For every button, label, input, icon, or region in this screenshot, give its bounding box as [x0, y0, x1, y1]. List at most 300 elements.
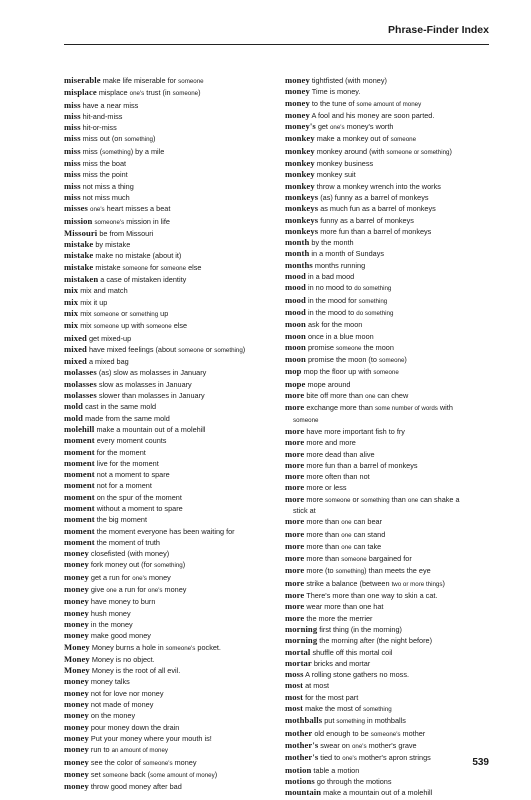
entry-phrase: Money is no object. [91, 654, 155, 664]
entry-keyword: more [285, 577, 305, 588]
index-entry [285, 146, 499, 158]
index-entry [285, 765, 499, 776]
entry-phrase: trust (in [144, 88, 173, 98]
index-entry [64, 458, 279, 469]
entry-keyword: moment [64, 502, 95, 513]
index-entry [285, 379, 499, 390]
entry-keyword: more [285, 471, 305, 482]
entry-keyword: mold [64, 401, 84, 412]
entry-phrase: bite off more than [306, 391, 366, 401]
index-entry [285, 169, 499, 180]
entry-phrase: by the month [311, 238, 354, 248]
entry-keyword: more [285, 448, 305, 459]
entry-phrase: for the most part [305, 692, 359, 702]
entry-phrase: have money to burn [90, 597, 156, 607]
index-entry [64, 250, 279, 261]
entry-placeholder: something [124, 136, 154, 144]
entry-phrase: ) [242, 344, 246, 354]
index-entry [64, 559, 279, 571]
entry-phrase: mix [80, 308, 94, 318]
entry-keyword: moment [64, 536, 95, 547]
entry-phrase: ) [404, 355, 407, 365]
entry-phrase: for [148, 262, 161, 272]
entry-keyword: money [64, 559, 89, 570]
entry-phrase: mother [400, 728, 426, 738]
entry-phrase: cast in the same mold [85, 402, 157, 412]
index-entry [64, 537, 279, 548]
index-entry [64, 572, 279, 584]
entry-keyword: more [285, 402, 305, 413]
index-entry [285, 390, 499, 402]
entry-keyword: mistake [64, 239, 94, 250]
entry-keyword: miss [64, 169, 81, 180]
index-entry [285, 426, 499, 437]
index-entry [285, 192, 499, 203]
entry-placeholder: an amount of money [111, 747, 168, 755]
entry-keyword: mission [64, 215, 93, 226]
index-entry [285, 471, 499, 482]
index-entry [64, 469, 279, 480]
entry-phrase: be from Missouri [99, 228, 154, 238]
entry-phrase: (as) slow as molasses in January [98, 368, 207, 378]
entry-phrase: mother's grave [366, 740, 417, 750]
entry-phrase: more than [306, 554, 342, 564]
entry-phrase: more than [306, 541, 342, 551]
entry-phrase: the more the merrier [306, 613, 373, 623]
entry-keyword: mixed [64, 356, 87, 367]
entry-keyword: motions [285, 775, 315, 786]
entry-phrase: else [186, 262, 202, 272]
entry-keyword: more [285, 528, 305, 539]
index-entry [285, 541, 499, 553]
entry-phrase: closefisted (with money) [90, 549, 170, 559]
entry-phrase: more (to [306, 566, 336, 576]
entry-phrase: more [306, 494, 326, 504]
entry-phrase: at most [305, 681, 330, 691]
index-entry [64, 584, 279, 596]
entry-phrase: stick at [293, 505, 316, 515]
index-entry [285, 635, 499, 646]
index-entry [285, 494, 499, 506]
entry-placeholder: something [361, 496, 390, 504]
entry-phrase: or [119, 308, 130, 318]
entry-keyword: mold [64, 412, 84, 423]
entry-phrase: table a motion [313, 765, 360, 775]
entry-phrase: money [172, 757, 197, 767]
entry-placeholder: something [154, 562, 183, 570]
entry-phrase: miss the point [82, 170, 128, 180]
entry-keyword: money [64, 781, 89, 792]
entry-placeholder: something [336, 718, 365, 726]
page-title: Phrase-Finder Index [388, 24, 489, 36]
entry-keyword: money [285, 75, 310, 85]
entry-phrase: the moment everyone has been waiting for [96, 526, 235, 536]
index-entry [285, 740, 499, 752]
index-entry [64, 285, 279, 296]
entry-phrase: Money is the root of all evil. [91, 666, 181, 676]
index-column-right [285, 75, 499, 798]
entry-keyword: miss [64, 122, 81, 133]
entry-phrase: ) [198, 88, 201, 98]
page-number: 539 [472, 757, 489, 768]
entry-phrase: strike a balance (between [306, 578, 392, 588]
entry-phrase: make good money [90, 631, 151, 641]
entry-keyword: money [64, 596, 89, 607]
entry-phrase: or [350, 494, 362, 504]
index-entry [285, 752, 499, 764]
entry-phrase: or [203, 344, 215, 354]
entry-placeholder: one's [132, 574, 147, 582]
entry-placeholder: one's [351, 742, 367, 750]
entry-phrase: money talks [90, 677, 130, 687]
index-entry [285, 121, 499, 133]
entry-phrase: by mistake [95, 240, 131, 250]
index-entry [285, 354, 499, 366]
entry-keyword: mix [64, 320, 79, 331]
entry-phrase: a case of mistaken identity [100, 275, 187, 285]
index-entry [285, 181, 499, 192]
entry-keyword: most [285, 680, 304, 691]
index-entry [285, 669, 499, 680]
entry-keyword: month [285, 248, 310, 259]
entry-keyword: molasses [64, 390, 97, 401]
entry-keyword: mountain [285, 787, 322, 798]
entry-keyword: more [285, 590, 305, 601]
entry-phrase: get mixed-up [88, 333, 132, 343]
entry-phrase: pour money down the drain [90, 722, 180, 732]
index-entry [285, 437, 499, 448]
entry-phrase: have mixed feelings (about [88, 344, 179, 354]
entry-keyword: miss [64, 110, 81, 121]
entry-keyword: moon [285, 330, 306, 341]
entry-phrase: get [317, 122, 330, 132]
index-entry [64, 654, 279, 665]
entry-phrase: mix it up [80, 297, 108, 307]
entry-keyword: mood [285, 306, 306, 317]
entry-phrase: give [90, 585, 107, 595]
index-entry [64, 424, 279, 435]
entry-keyword: mixed [64, 332, 87, 343]
entry-phrase: exchange more than [306, 403, 375, 413]
index-entry [64, 435, 279, 446]
entry-keyword: more [285, 516, 305, 527]
entry-keyword: moment [64, 446, 95, 457]
entry-placeholder: some amount of money [150, 771, 215, 779]
entry-placeholder: one [106, 587, 117, 595]
entry-keyword: money [285, 86, 310, 97]
entry-keyword: monkeys [285, 203, 319, 214]
index-entry [285, 271, 499, 282]
entry-phrase: ) [449, 146, 452, 156]
index-entry [64, 401, 279, 412]
entry-keyword: moon [285, 341, 306, 352]
entry-placeholder: one [341, 543, 352, 551]
entry-phrase: money's worth [344, 122, 394, 132]
entry-keyword: more [285, 540, 305, 551]
entry-keyword: mood [285, 282, 306, 293]
entry-phrase: months running [314, 260, 366, 270]
index-entry [285, 342, 499, 354]
entry-placeholder: one's [90, 206, 105, 214]
entry-phrase: miss out (on [82, 134, 125, 144]
index-entry [64, 699, 279, 710]
index-entry-continuation [285, 506, 499, 516]
entry-keyword: most [285, 691, 304, 702]
entry-keyword: mother's [285, 752, 319, 763]
index-entry [64, 781, 279, 792]
entry-placeholder: someone's [94, 218, 125, 226]
entry-keyword: months [285, 259, 313, 270]
entry-keyword: mix [64, 296, 79, 307]
entry-keyword: money [64, 768, 89, 779]
entry-phrase: ) [442, 578, 445, 588]
entry-keyword: money [64, 630, 89, 641]
entry-phrase: more than [306, 517, 342, 527]
entry-placeholder: two or more things [391, 580, 443, 588]
entry-phrase: A fool and his money are soon parted. [311, 110, 435, 120]
index-entry [285, 590, 499, 601]
entry-phrase: the morning after (the night before) [319, 636, 433, 646]
entry-keyword: monkey [285, 145, 315, 156]
entry-placeholder: something [335, 568, 365, 576]
index-entry [285, 282, 499, 294]
entry-placeholder: someone's [165, 644, 196, 652]
entry-phrase: in no mood to [307, 283, 355, 293]
entry-phrase: misplace [98, 88, 130, 98]
index-entry [285, 553, 499, 565]
entry-keyword: molasses [64, 378, 97, 389]
entry-keyword: monkey [285, 180, 315, 191]
index-entry [285, 295, 499, 307]
entry-placeholder: someone [102, 771, 129, 779]
entry-phrase: funny as a barrel of monkeys [320, 215, 414, 225]
entry-keyword: moment [64, 491, 95, 502]
entry-keyword: mix [64, 307, 79, 318]
index-entry [64, 769, 279, 781]
entry-keyword: money [64, 732, 89, 743]
index-entry [64, 608, 279, 619]
index-entry [285, 319, 499, 330]
entry-phrase: live for the moment [96, 458, 159, 468]
entry-phrase: without a moment to spare [96, 503, 183, 513]
entry-keyword: money [64, 721, 89, 732]
index-entry [285, 647, 499, 658]
entry-keyword: miss [64, 99, 81, 110]
entry-keyword: more [285, 601, 305, 612]
index-entry [64, 390, 279, 401]
entry-placeholder: one's [329, 124, 345, 132]
index-entry [285, 460, 499, 471]
entry-phrase: tied to [320, 753, 343, 763]
entry-keyword: misplace [64, 87, 97, 98]
entry-phrase: see the color of [90, 757, 143, 767]
entry-phrase: miss ( [82, 146, 103, 156]
entry-keyword: mixed [64, 343, 87, 354]
entry-placeholder: someone [146, 323, 172, 331]
entry-phrase: make a mountain out of a molehill [96, 424, 206, 434]
entry-phrase: else [171, 321, 188, 331]
entry-keyword: more [285, 425, 305, 436]
entry-keyword: moon [285, 319, 306, 330]
entry-phrase: make the most of [305, 704, 364, 714]
entry-phrase: run to [90, 745, 112, 755]
entry-phrase: mix [80, 321, 94, 331]
entry-phrase: A rolling stone gathers no moss. [305, 670, 410, 680]
entry-phrase: throw good money after bad [90, 782, 182, 792]
index-entry [64, 548, 279, 559]
entry-keyword: monkeys [285, 225, 319, 236]
entry-phrase: a mixed bag [88, 357, 129, 367]
entry-phrase: Put your money where your mouth is! [90, 733, 212, 743]
entry-phrase: hit-and-miss [82, 111, 123, 121]
entry-phrase: to the tune of [311, 98, 357, 108]
entry-placeholder: something [363, 706, 392, 714]
index-entry [285, 366, 499, 378]
entry-keyword: mistake [64, 261, 94, 272]
entry-phrase: can chew [375, 391, 409, 401]
entry-placeholder: someone's [142, 759, 173, 767]
entry-placeholder: someone [378, 357, 405, 365]
entry-phrase: not miss much [82, 192, 130, 202]
entry-keyword: money [64, 756, 89, 767]
entry-keyword: more [285, 565, 305, 576]
index-entry [64, 320, 279, 332]
entry-keyword: mothballs [285, 715, 323, 726]
entry-phrase: make a monkey out of [316, 134, 391, 144]
index-entry [285, 482, 499, 493]
entry-phrase: mope around [307, 379, 351, 389]
index-entry [285, 565, 499, 577]
entry-placeholder: one's [129, 90, 145, 98]
entry-phrase: ) [182, 560, 186, 570]
index-entry [64, 308, 279, 320]
entry-keyword: miss [64, 180, 81, 191]
index-entry [64, 133, 279, 145]
entry-phrase: mistake [95, 262, 123, 272]
index-entry [64, 75, 279, 87]
entry-phrase: miss the boat [82, 159, 127, 169]
index-entry [285, 449, 499, 460]
entry-placeholder: someone [93, 310, 120, 318]
entry-keyword: mope [285, 378, 306, 389]
entry-keyword: money [285, 97, 310, 108]
header-rule [64, 44, 489, 45]
index-entry [64, 344, 279, 356]
entry-keyword: money's [285, 121, 316, 132]
entry-keyword: moon [285, 354, 306, 365]
entry-placeholder: someone's [370, 730, 401, 738]
entry-phrase: monkey around (with [316, 146, 387, 156]
entry-phrase: throw a monkey wrench into the works [316, 181, 441, 191]
entry-keyword: mop [285, 366, 302, 377]
entry-phrase: Time is money. [311, 87, 361, 97]
index-entry [64, 146, 279, 158]
entry-phrase: money [146, 572, 171, 582]
index-entry [285, 578, 499, 590]
index-entry [285, 237, 499, 248]
entry-keyword: more [285, 553, 305, 564]
entry-keyword: miss [64, 145, 81, 156]
entry-phrase: mix and match [80, 286, 128, 296]
entry-phrase: up with [119, 321, 147, 331]
entry-keyword: mother's [285, 739, 319, 750]
entry-placeholder: do something [356, 309, 394, 317]
entry-phrase: get a run for [90, 572, 133, 582]
index-entry [285, 75, 499, 86]
entry-phrase: ) by a mile [130, 146, 165, 156]
index-entry [285, 331, 499, 342]
entry-phrase: bargained for [366, 554, 412, 564]
entry-phrase: with [437, 403, 453, 413]
entry-phrase: mission in life [124, 216, 170, 226]
entry-phrase: made from the same mold [85, 413, 170, 423]
entry-keyword: Missouri [64, 227, 98, 238]
index-entry [285, 402, 499, 414]
index-entry [64, 630, 279, 641]
entry-phrase: have a near miss [82, 100, 139, 110]
index-entry [285, 86, 499, 97]
index-entry [64, 87, 279, 99]
entry-keyword: money [64, 607, 89, 618]
entry-phrase: not for love nor money [90, 688, 164, 698]
index-entry [64, 676, 279, 687]
entry-keyword: money [64, 571, 89, 582]
index-entry [64, 665, 279, 676]
index-entry [64, 619, 279, 630]
index-entry-continuation [285, 415, 499, 426]
entry-placeholder: someone [390, 136, 417, 144]
entry-phrase: in mothballs [364, 716, 406, 726]
index-entry [64, 596, 279, 607]
entry-placeholder: one [407, 496, 419, 504]
entry-keyword: money [64, 676, 89, 687]
entry-keyword: mix [64, 285, 79, 296]
index-entry [64, 274, 279, 285]
index-entry [285, 776, 499, 787]
entry-phrase: in the money [90, 619, 133, 629]
entry-keyword: morning [285, 623, 318, 634]
entry-phrase: a run for [116, 585, 148, 595]
entry-phrase: old enough to be [314, 728, 371, 738]
index-entry [64, 111, 279, 122]
index-entry [285, 787, 499, 798]
index-entry [285, 203, 499, 214]
index-entry [285, 728, 499, 740]
entry-keyword: moment [64, 525, 95, 536]
entry-keyword: more [285, 390, 305, 401]
entry-phrase: the moon [361, 342, 394, 352]
index-entry [64, 447, 279, 458]
index-entry [64, 181, 279, 192]
index-entry [285, 658, 499, 669]
entry-phrase: monkey suit [316, 170, 356, 180]
entry-keyword: more [285, 612, 305, 623]
entry-phrase: (as) funny as a barrel of monkeys [320, 192, 429, 202]
entry-keyword: molehill [64, 423, 95, 434]
entry-keyword: money [64, 618, 89, 629]
index-column-left [64, 75, 279, 792]
entry-keyword: moment [64, 514, 95, 525]
entry-keyword: mistaken [64, 274, 99, 285]
entry-keyword: monkey [285, 133, 315, 144]
entry-keyword: money [64, 584, 89, 595]
index-entry [285, 110, 499, 121]
entry-keyword: miserable [64, 75, 101, 85]
index-entry [64, 480, 279, 491]
entry-phrase: heart misses a beat [104, 204, 171, 214]
entry-placeholder: something [129, 310, 159, 318]
entry-keyword: moment [64, 480, 95, 491]
